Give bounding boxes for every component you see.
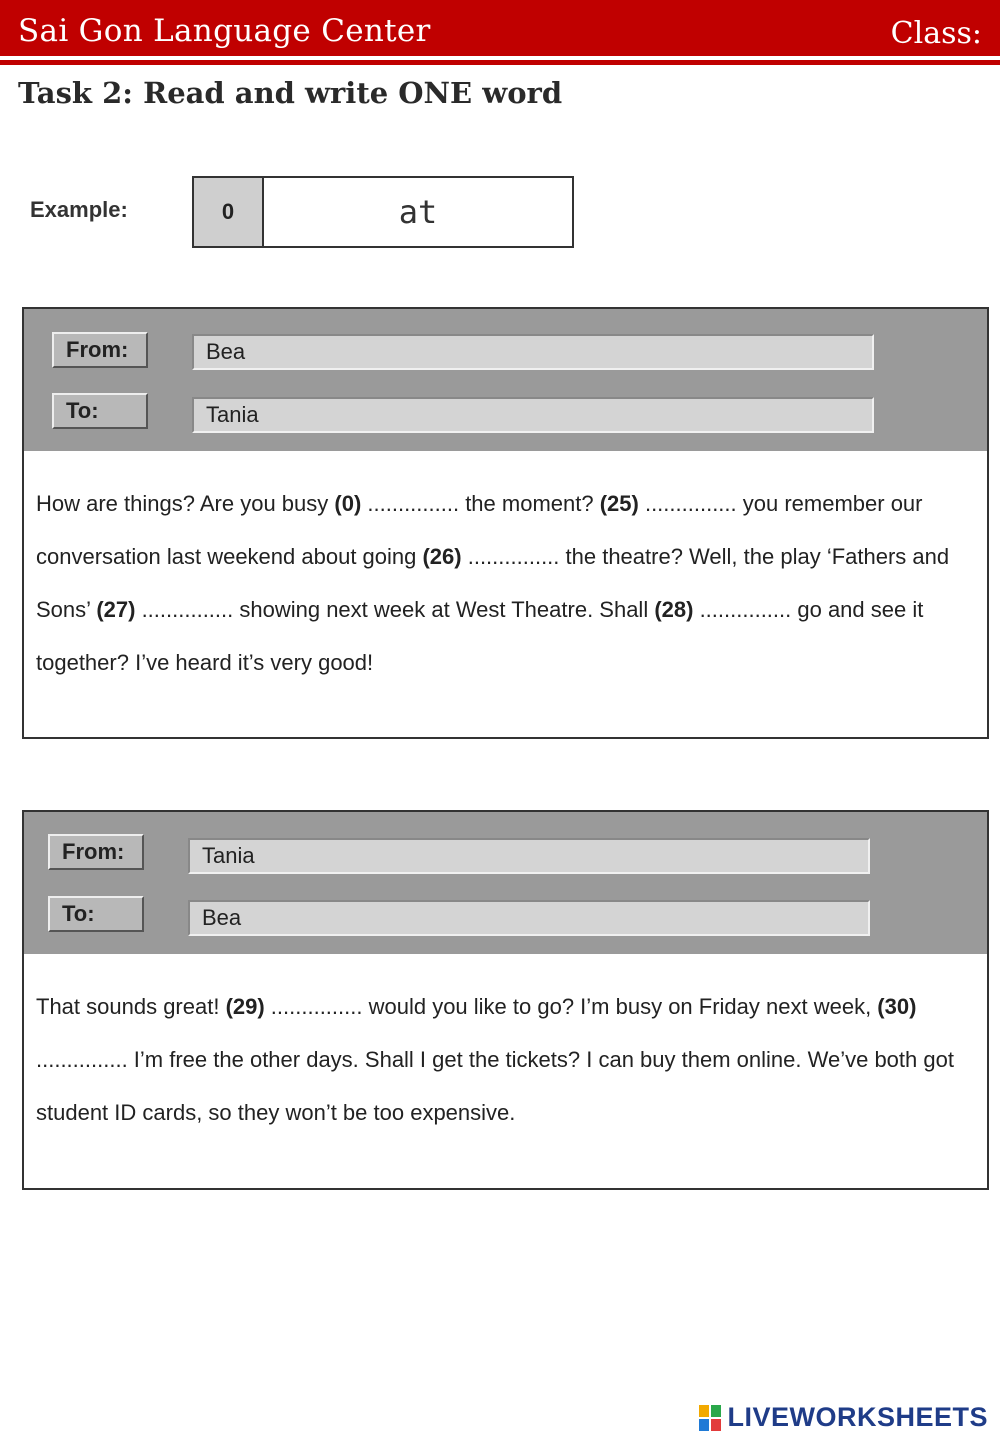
to-label: To: <box>52 393 148 429</box>
email-header <box>24 812 987 954</box>
email-body <box>24 954 987 1159</box>
text-segment: How are things? Are you busy <box>36 491 335 516</box>
email-header <box>24 309 987 451</box>
email-tania-to-bea <box>22 810 989 1190</box>
liveworksheets-logo[interactable] <box>699 1402 988 1433</box>
gap-number: (27) <box>96 597 136 622</box>
gap-number: (25) <box>599 491 639 516</box>
from-field: Bea <box>192 334 874 370</box>
to-label: To: <box>48 896 144 932</box>
gap-number: (26) <box>422 544 462 569</box>
gap-number: (29) <box>225 994 265 1019</box>
task-title: Task 2: Read and write ONE word <box>18 76 563 110</box>
to-field: Bea <box>188 900 870 936</box>
text-segment: ............... would you like to go? I’m busy on Friday next week, <box>264 994 878 1019</box>
from-label: From: <box>48 834 144 870</box>
from-label: From: <box>52 332 148 368</box>
example-number: 0 <box>194 178 264 246</box>
gap-number: (0) <box>334 491 362 516</box>
email-body <box>24 451 987 709</box>
text-segment: ............... go and see it together? I’ve heard it’s very good! <box>36 597 924 675</box>
center-title: Sai Gon Language Center <box>18 13 431 49</box>
example-label: Example: <box>30 197 128 222</box>
text-segment: That sounds great! <box>36 994 226 1019</box>
text-segment: ............... the moment? <box>361 491 600 516</box>
text-segment: ............... I’m free the other days. Shall I get the tickets? I can buy them online. We’ve both got student ID cards, so they won’t be too expensive. <box>36 1047 954 1125</box>
example-box <box>192 176 574 248</box>
email-bea-to-tania <box>22 307 989 739</box>
class-label: Class: <box>890 16 982 51</box>
text-segment: ............... showing next week at West Theatre. Shall <box>135 597 655 622</box>
logo-icon <box>699 1405 721 1431</box>
header-bar <box>0 0 1000 56</box>
header-divider <box>0 60 1000 65</box>
gap-number: (30) <box>877 994 917 1019</box>
example-answer: at <box>398 193 438 231</box>
gap-number: (28) <box>654 597 694 622</box>
text-segment: ............... the theatre? Well, the play ‘Fathers and Sons’ <box>36 544 950 622</box>
to-field: Tania <box>192 397 874 433</box>
text-segment: ............... you remember our conversation last weekend about going <box>36 491 923 569</box>
from-field: Tania <box>188 838 870 874</box>
brand-text: LIVEWORKSHEETS <box>727 1402 988 1432</box>
